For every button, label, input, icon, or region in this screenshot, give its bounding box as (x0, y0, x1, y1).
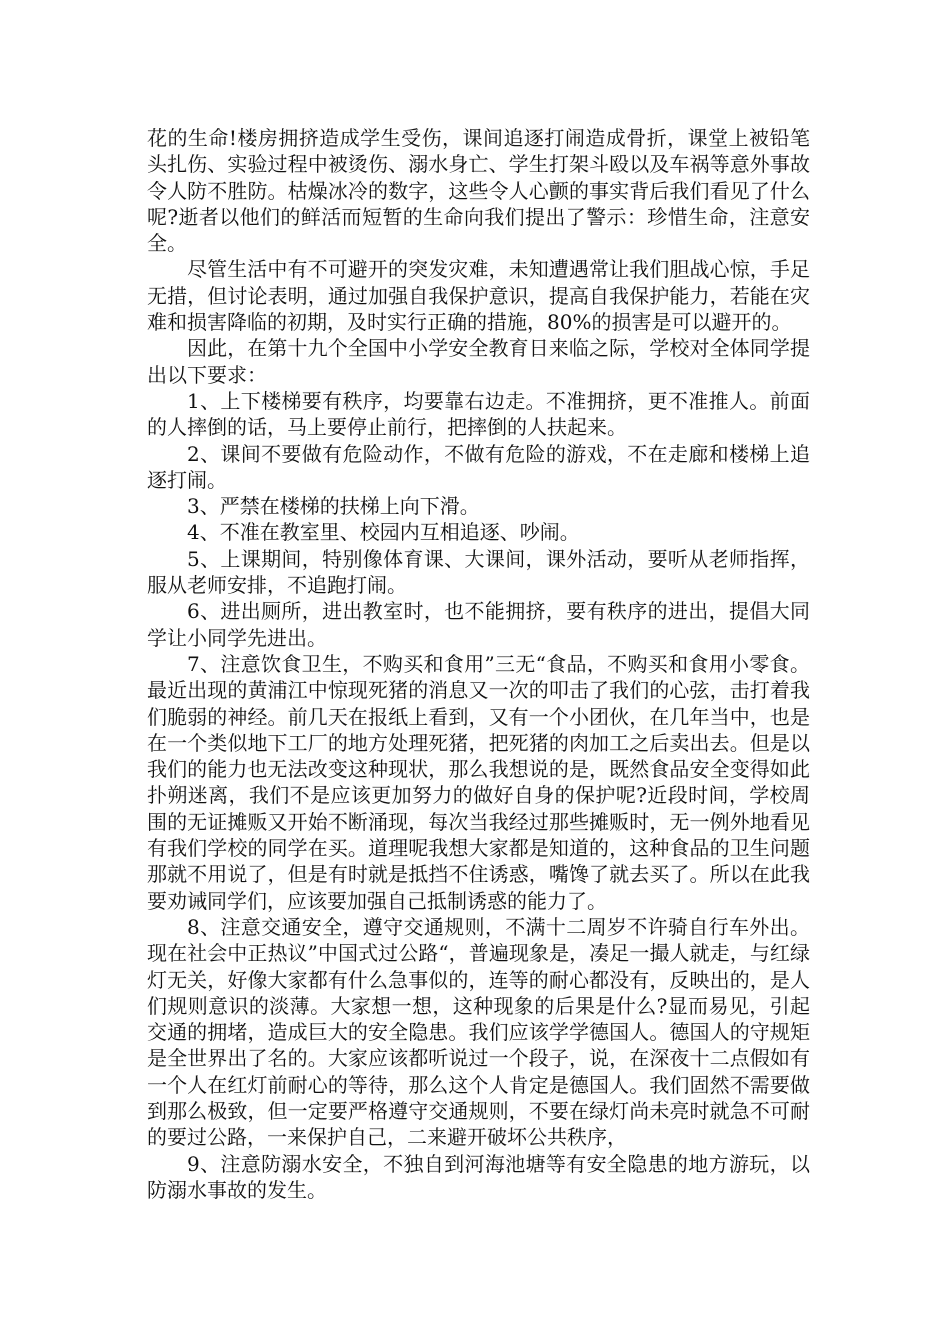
requirement-1: 1、上下楼梯要有秩序，均要靠右边走。不准拥挤，更不准推人。前面的人摔倒的话，马上要停止前行，把摔倒的人扶起来。 (147, 388, 810, 440)
requirement-6: 6、进出厕所，进出教室时，也不能拥挤，要有秩序的进出，提倡大同学让小同学先进出。 (147, 599, 810, 650)
requirement-9: 9、注意防溺水安全，不独自到河海池塘等有安全隐患的地方游玩，以防溺水事故的发生。 (147, 1151, 810, 1202)
paragraph-2: 尽管生活中有不可避开的突发灾难，未知遭遇常让我们胆战心惊，手足无措，但讨论表明，通过加强自我保护意识，提高自我保护能力，若能在灾难和损害降临的初期，及时实行正确的措施，80%的损害是可以避开的。 (147, 257, 810, 335)
paragraph-3: 因此，在第十九个全国中小学安全教育日来临之际，学校对全体同学提出以下要求： (147, 336, 810, 387)
requirement-3: 3、严禁在楼梯的扶梯上向下滑。 (187, 494, 480, 519)
paragraph-1: 花的生命!楼房拥挤造成学生受伤，课间追逐打闹造成骨折，课堂上被铅笔头扎伤、实验过程中被烫伤、溺水身亡、学生打架斗殴以及车祸等意外事故令人防不胜防。枯燥冰冷的数字，这些令人心颤的事实背后我们看见了什么呢?逝者以他们的鲜活而短暂的生命向我们提出了警示：珍惜生命，注意安全。 (147, 126, 810, 256)
requirement-8: 8、注意交通安全，遵守交通规则，不满十二周岁不许骑自行车外出。现在社会中正热议”中国式过公路“，普遍现象是，凑足一撮人就走，与红绿灯无关，好像大家都有什么急事似的，连等的耐心都没有，反映出的，是人们规则意识的淡薄。大家想一想，这种现象的后果是什么?显而易见，引起交通的拥堵，造成巨大的安全隐患。我们应该学学德国人。德国人的守规矩是全世界出了名的。大家应该都听说过一个段子，说，在深夜十二点假如有一个人在红灯前耐心的等待，那么这个人肯定是德国人。我们固然不需要做到那么极致，但一定要严格遵守交通规则，不要在绿灯尚未亮时就急不可耐的要过公路，一来保护自己，二来避开破坏公共秩序， (147, 914, 810, 1150)
requirement-7: 7、注意饮食卫生，不购买和食用”三无“食品，不购买和食用小零食。最近出现的黄浦江中惊现死猪的消息又一次的叩击了我们的心弦，击打着我们脆弱的神经。前几天在报纸上看到，又有一个小团伙，在几年当中，也是在一个类似地下工厂的地方处理死猪，把死猪的肉加工之后卖出去。但是以我们的能力也无法改变这种现状，那么我想说的是，既然食品安全变得如此扑朔迷离，我们不是应该更加努力的做好自身的保护呢?近段时间，学校周围的无证摊贩又开始不断涌现，每次当我经过那些摊贩时，无一例外地看见有我们学校的同学在买。道理呢我想大家都是知道的，这种食品的卫生问题那就不用说了，但是有时就是抵挡不住诱惑，嘴馋了就去买了。所以在此我要劝诫同学们，应该要加强自己抵制诱惑的能力了。 (147, 651, 810, 913)
document-body (147, 125, 810, 1203)
requirement-4: 4、不准在教室里、校园内互相追逐、吵闹。 (187, 520, 580, 545)
requirement-2: 2、课间不要做有危险动作，不做有危险的游戏，不在走廊和楼梯上追逐打闹。 (147, 441, 810, 492)
requirement-5: 5、上课期间，特别像体育课、大课间，课外活动，要听从老师指挥，服从老师安排，不追跑打闹。 (147, 546, 810, 598)
